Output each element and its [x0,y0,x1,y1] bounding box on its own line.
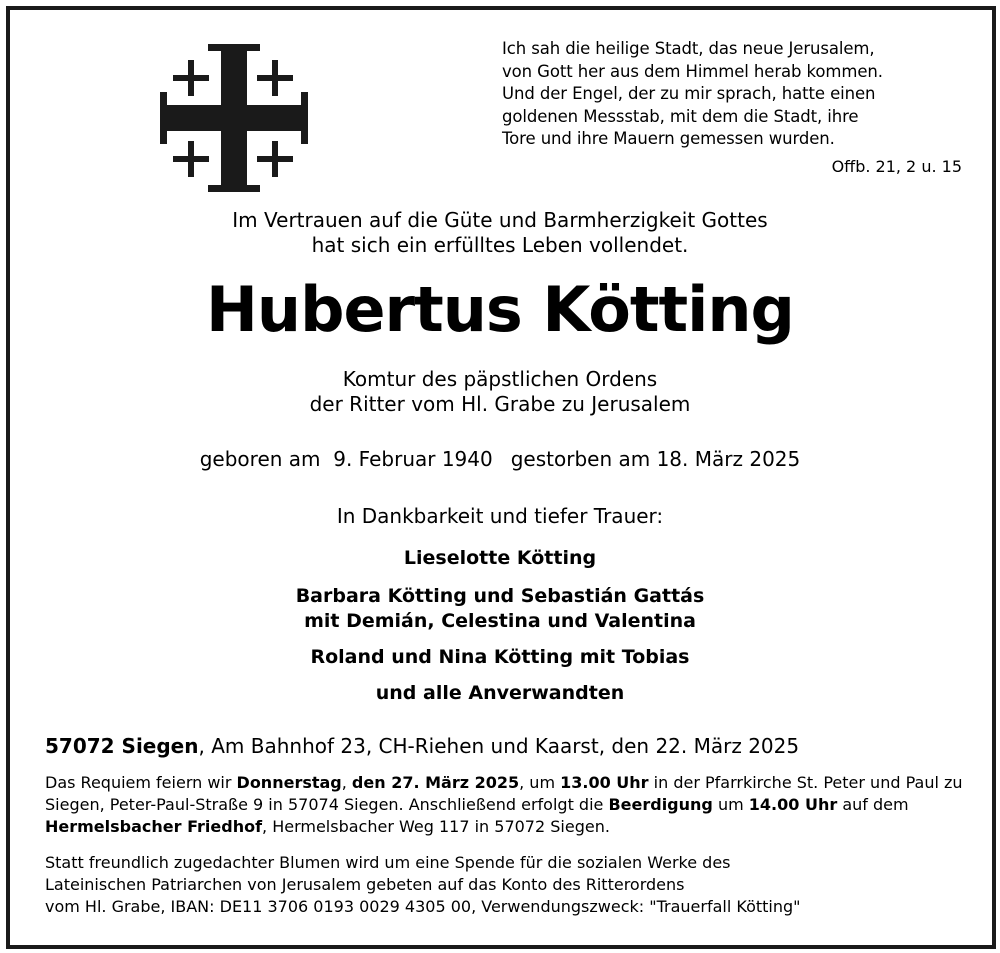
requiem-text: , um [519,773,561,792]
mourner-line: Roland und Nina Kötting mit Tobias [310,646,690,668]
requiem-text: Das Requiem feiern wir [45,773,237,792]
life-dates [0,447,1000,471]
requiem-text: auf dem [837,795,909,814]
quote-source: Offb. 21, 2 u. 15 [831,157,962,176]
requiem-paragraph [45,772,965,838]
intro-line: Im Vertrauen auf die Güte und Barmherzigkeit Gottes [232,208,768,232]
mourner-group [0,584,1000,634]
quote-line: Und der Engel, der zu mir sprach, hatte einen [502,84,876,103]
title-line: Komtur des päpstlichen Ordens [342,367,658,391]
deceased-name: Hubertus Kötting [206,273,794,346]
requiem-text: in der Pfarrkirche St. Peter und Paul zu Siegen, Peter-Paul-Straße 9 in 57074 Siegen. Anschließend erfolgt die [45,773,963,814]
donation-line: Statt freundlich zugedachter Blumen wird um eine Spende für die sozialen Werke des [45,853,731,872]
requiem-text: , Hermelsbacher Weg 117 in 57072 Siegen. [262,817,610,836]
bible-quote [502,38,972,151]
title-line: der Ritter vom Hl. Grabe zu Jerusalem [309,392,691,416]
requiem-date: den 27. März 2025 [351,773,520,792]
deceased-title [0,367,1000,417]
mourners-intro: In Dankbarkeit und tiefer Trauer: [336,504,664,528]
requiem-text: , [341,773,352,792]
quote-line: Ich sah die heilige Stadt, das neue Jerusalem, [502,39,875,58]
intro-line: hat sich ein erfülltes Leben vollendet. [311,233,689,257]
donation-paragraph [45,852,965,918]
cemetery-name: Hermelsbacher Friedhof [45,817,263,836]
quote-line: von Gott her aus dem Himmel herab kommen. [502,61,883,81]
burial-label: Beerdigung [608,795,713,814]
requiem-time: 13.00 Uhr [560,773,649,792]
quote-line: goldenen Messstab, mit dem die Stadt, ihre [502,106,859,126]
jerusalem-cross-icon [160,44,310,192]
requiem-text: um [712,795,749,814]
mourner-line: mit Demián, Celestina und Valentina [304,610,696,632]
requiem-day: Donnerstag [236,773,342,792]
quote-line: Tore und ihre Mauern gemessen wurden. [502,129,835,148]
intro-text [0,208,1000,258]
burial-time: 14.00 Uhr [748,795,838,814]
death-date: gestorben am 18. März 2025 [510,447,801,471]
mourner-line: Barbara Kötting und Sebastián Gattás [295,585,705,607]
donation-line: vom Hl. Grabe, IBAN: DE11 3706 0193 0029 4305 00, Verwendungszweck: "Trauerfall Kötting" [45,897,801,916]
place-city: 57072 Siegen [45,734,199,758]
place-rest: , Am Bahnhof 23, CH-Riehen und Kaarst, den 22. März 2025 [198,734,800,758]
mourner-line: Lieselotte Kötting [403,547,597,569]
donation-line: Lateinischen Patriarchen von Jerusalem gebeten auf das Konto des Ritterordens [45,875,685,894]
birth-date: geboren am 9. Februar 1940 [199,447,493,471]
place-date-line [45,734,799,758]
mourner-line: und alle Anverwandten [375,682,625,704]
